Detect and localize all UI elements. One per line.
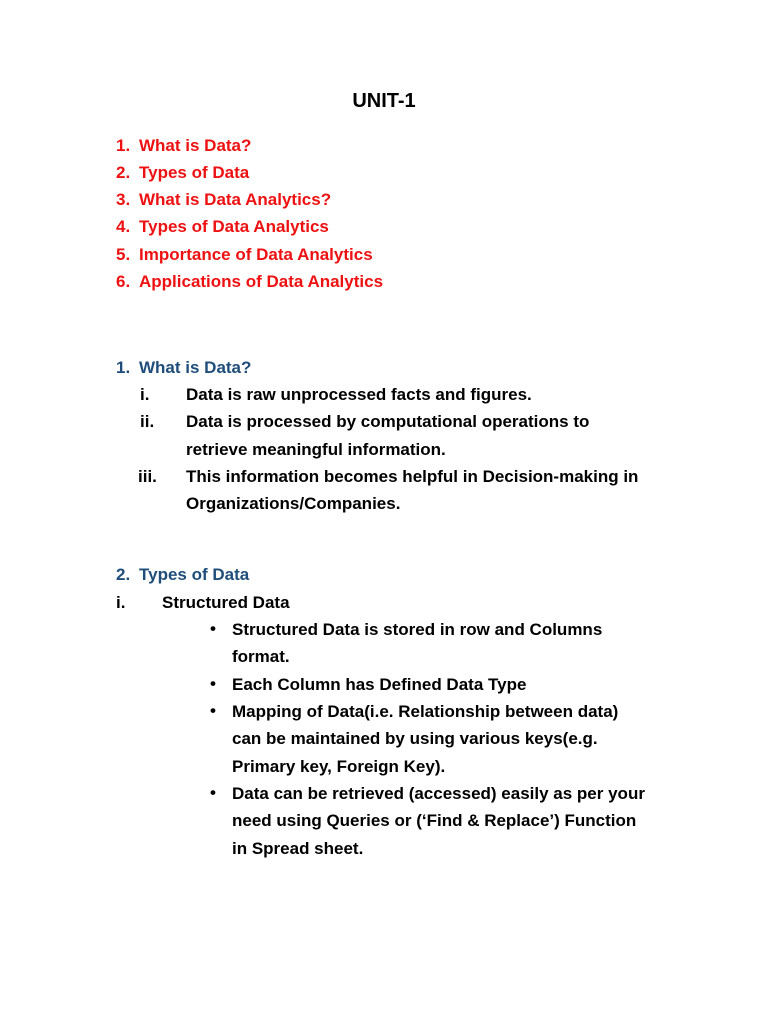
toc-number: 6. xyxy=(116,272,131,291)
bullet-text: in Spread sheet. xyxy=(232,839,364,858)
toc-item-2 xyxy=(116,162,250,184)
toc-item-4 xyxy=(116,216,329,238)
bullet-icon: • xyxy=(210,674,216,693)
bullet-text: Data can be retrieved (accessed) easily as per your xyxy=(232,784,645,803)
toc-text: Types of Data Analytics xyxy=(139,217,329,236)
section-heading xyxy=(116,564,250,586)
toc-number: 1. xyxy=(116,136,131,155)
section-number: 1. xyxy=(116,358,131,377)
toc-number: 5. xyxy=(116,245,131,264)
list-item-number: iii. xyxy=(138,467,157,486)
bullet-text: can be maintained by using various keys(e.g. xyxy=(232,729,598,748)
section-title: Types of Data xyxy=(139,565,250,584)
bullet-text: Structured Data is stored in row and Columns xyxy=(232,620,603,639)
list-item-text: Data is processed by computational operations to xyxy=(186,412,590,431)
list-item-number: ii. xyxy=(140,412,155,431)
toc-item-1 xyxy=(116,135,252,157)
list-item-text: This information becomes helpful in Decision-making in xyxy=(186,467,639,486)
toc-text: Applications of Data Analytics xyxy=(139,272,384,291)
bullet-text: Each Column has Defined Data Type xyxy=(232,675,527,694)
page-title: UNIT-1 xyxy=(352,90,416,112)
sub-item-number: i. xyxy=(116,593,126,612)
section-title: What is Data? xyxy=(139,358,252,377)
list-item-text: retrieve meaningful information. xyxy=(186,440,446,459)
bullet-text: format. xyxy=(232,647,290,666)
toc-number: 4. xyxy=(116,217,131,236)
bullet-text: Primary key, Foreign Key). xyxy=(232,757,446,776)
list-item-number: i. xyxy=(140,385,150,404)
list-item-text: Data is raw unprocessed facts and figures. xyxy=(186,385,532,404)
toc-item-6 xyxy=(116,271,384,293)
section-number: 2. xyxy=(116,565,131,584)
toc-number: 3. xyxy=(116,190,131,209)
toc-item-5 xyxy=(116,244,373,266)
bullet-icon: • xyxy=(210,619,216,638)
list-item-text: Organizations/Companies. xyxy=(186,494,401,513)
sub-item-title: Structured Data xyxy=(162,593,290,612)
toc-text: Importance of Data Analytics xyxy=(139,245,373,264)
toc-text: What is Data? xyxy=(139,136,252,155)
bullet-text: Mapping of Data(i.e. Relationship between data) xyxy=(232,702,619,721)
toc-text: Types of Data xyxy=(139,163,250,182)
toc-text: What is Data Analytics? xyxy=(139,190,332,209)
bullet-icon: • xyxy=(210,701,216,720)
toc-number: 2. xyxy=(116,163,131,182)
bullet-icon: • xyxy=(210,783,216,802)
bullet-text: need using Queries or (‘Find & Replace’) Function xyxy=(232,811,637,830)
toc-item-3 xyxy=(116,189,332,211)
section-heading xyxy=(116,357,252,379)
